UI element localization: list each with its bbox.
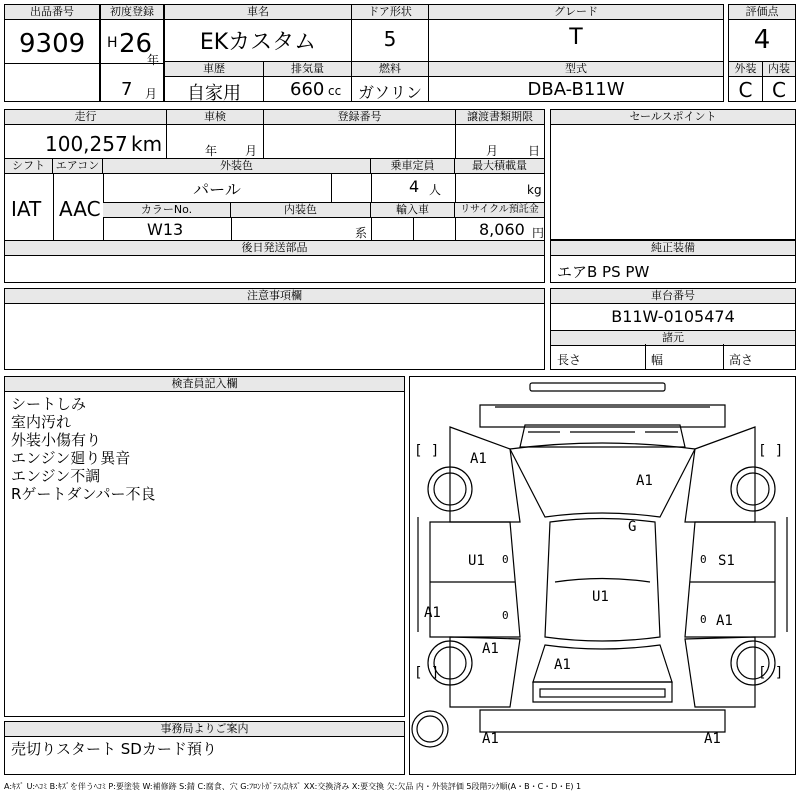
damage-mark: A1	[482, 731, 499, 747]
ac: AAC	[59, 197, 101, 221]
caution-box	[4, 288, 545, 370]
damage-mark: 0	[502, 553, 509, 566]
height-label: 高さ	[729, 353, 754, 367]
car-name: EKカスタム	[199, 30, 317, 55]
inspection-box	[166, 109, 264, 159]
inspector-label: 検査員記入欄	[5, 377, 404, 392]
later-parts-label: 後日発送部品	[5, 241, 544, 256]
interior-label: 内装	[763, 62, 795, 77]
office-box	[4, 721, 405, 775]
inspector-line: エンジン不調	[11, 467, 101, 485]
inspector-line: 外装小傷有り	[11, 431, 102, 449]
damage-mark: S1	[718, 553, 735, 569]
damage-mark: A1	[716, 613, 733, 629]
lot-number-label: 出品番号	[5, 5, 99, 20]
legend: A:ｷｽﾞ U:ﾍｺﾐ B:ｷｽﾞを伴うﾍｺﾐ P:要塗装 W:補修跡 S:錆 C:腐食、穴 G:ﾌﾛﾝﾄｶﾞﾗｽ点ｷｽﾞ XX:交換済み X:要交換 欠:欠品 内・外装評価 5段階ﾗﾝｸ順(A・B・C・D・E) 1	[4, 782, 582, 791]
capacity-label: 乗車定員	[371, 159, 455, 174]
genuine-equipment-box	[550, 240, 796, 283]
grade-box	[428, 4, 724, 62]
damage-mark: A1	[704, 731, 721, 747]
registration-number-box	[263, 109, 456, 159]
genuine-label: 純正装備	[551, 241, 795, 256]
chassis-box	[550, 288, 796, 370]
damage-mark: A1	[636, 473, 653, 489]
interior-grade: C	[772, 78, 786, 102]
damage-mark: 0	[700, 613, 707, 626]
office-label: 事務局よりご案内	[5, 722, 404, 737]
doors: 5	[383, 27, 397, 51]
history: 自家用	[187, 83, 241, 104]
inspector-line: エンジン廻り異音	[11, 449, 131, 467]
exterior-grade-box	[728, 61, 763, 102]
car-name-box	[164, 4, 352, 62]
int-color-label: 内装色	[231, 202, 371, 218]
car-outline	[410, 377, 795, 774]
lot-number-box	[4, 4, 100, 102]
lot-number: 9309	[19, 29, 86, 59]
transfer-label: 譲渡書類期限	[456, 110, 544, 125]
shift-label: シフト	[5, 159, 53, 174]
damage-mark: [ ]	[414, 665, 440, 681]
damage-mark: A1	[482, 641, 499, 657]
car-name-label: 車名	[165, 5, 351, 20]
damage-mark: G	[628, 519, 637, 535]
transfer-month-unit: 月	[486, 144, 499, 158]
history-box	[164, 61, 264, 102]
caution-label: 注意事項欄	[5, 289, 544, 304]
score: 4	[753, 25, 771, 55]
recycle: 8,060	[479, 220, 525, 239]
ac-label: エアコン	[53, 159, 103, 174]
year-unit: 年	[147, 53, 160, 67]
exterior-label: 外装	[729, 62, 762, 77]
first-reg-label: 初度登録	[101, 5, 163, 20]
inspector-box	[4, 376, 405, 717]
recycle-unit: 円	[532, 226, 545, 240]
grade: T	[569, 25, 583, 50]
length-label: 長さ	[557, 353, 582, 367]
office-text: 売切りスタート SDカード預り	[11, 740, 217, 758]
inspector-line: Rゲートダンパー不良	[11, 485, 156, 503]
displacement: 660	[290, 79, 325, 100]
grade-label: グレード	[429, 5, 723, 20]
damage-mark: [ ]	[758, 665, 784, 681]
ext-color: パール	[193, 180, 241, 199]
genuine-equipment: エアB PS PW	[557, 263, 650, 281]
chassis-number: B11W-0105474	[611, 307, 735, 326]
transfer-deadline-box	[455, 109, 545, 159]
reg-month: 7	[121, 79, 133, 100]
damage-mark: 0	[502, 609, 509, 622]
damage-mark: 0	[700, 553, 707, 566]
inspector-line: シートしみ	[11, 395, 87, 413]
mileage-unit: km	[131, 132, 163, 156]
reg-year: 26	[119, 29, 153, 59]
shift: IAT	[11, 197, 42, 221]
inspector-line: 室内汚れ	[11, 413, 72, 431]
exterior-grade: C	[738, 78, 753, 102]
first-registration-box	[100, 4, 164, 102]
mileage: 100,257	[45, 132, 128, 156]
model-code-label: 型式	[429, 62, 723, 77]
max-load-label: 最大積載量	[455, 159, 544, 174]
sales-points-box	[550, 109, 796, 240]
import-label: 輸入車	[371, 202, 455, 218]
inspection-label: 車検	[167, 110, 263, 125]
interior-grade-box	[762, 61, 796, 102]
damage-mark: U1	[468, 553, 485, 569]
mileage-box	[4, 109, 167, 159]
damage-mark: [ ]	[758, 443, 784, 459]
recycle-label: リサイクル預託金	[455, 202, 544, 218]
max-load-unit: kg	[527, 183, 542, 197]
damage-mark: A1	[470, 451, 487, 467]
capacity: 4	[409, 177, 420, 196]
transfer-day-unit: 日	[528, 144, 541, 158]
month-unit: 月	[145, 87, 158, 101]
history-label: 車歴	[165, 62, 263, 77]
damage-diagram	[409, 376, 796, 775]
fuel-label: 燃料	[352, 62, 428, 77]
spec-grid	[4, 158, 545, 241]
fuel: ガソリン	[357, 83, 422, 102]
chassis-label: 車台番号	[551, 289, 795, 304]
dims-label: 諸元	[551, 330, 795, 346]
doors-label: ドア形状	[352, 5, 428, 20]
damage-mark: A1	[554, 657, 571, 673]
capacity-unit: 人	[429, 183, 442, 197]
displacement-label: 排気量	[264, 62, 351, 77]
color-no-label: カラーNo.	[103, 202, 231, 218]
width-label: 幅	[651, 353, 664, 367]
model-code: DBA-B11W	[527, 79, 625, 100]
ext-color-label: 外装色	[103, 159, 371, 174]
fuel-box	[351, 61, 429, 102]
doors-box	[351, 4, 429, 62]
mileage-label: 走行	[5, 110, 166, 125]
damage-mark: [ ]	[414, 443, 440, 459]
insp-month-unit: 月	[245, 144, 258, 158]
score-box	[728, 4, 796, 62]
insp-year-unit: 年	[205, 144, 218, 158]
damage-mark: A1	[424, 605, 441, 621]
model-code-box	[428, 61, 724, 102]
color-no: W13	[147, 220, 184, 239]
damage-mark: U1	[592, 589, 609, 605]
reg-no-label: 登録番号	[264, 110, 455, 125]
later-parts-box	[4, 240, 545, 283]
era: H	[107, 35, 118, 51]
displacement-unit: cc	[328, 84, 342, 98]
int-color-suffix: 系	[355, 226, 368, 240]
sales-points-label: セールスポイント	[551, 110, 795, 125]
displacement-box	[263, 61, 352, 102]
score-label: 評価点	[729, 5, 795, 20]
